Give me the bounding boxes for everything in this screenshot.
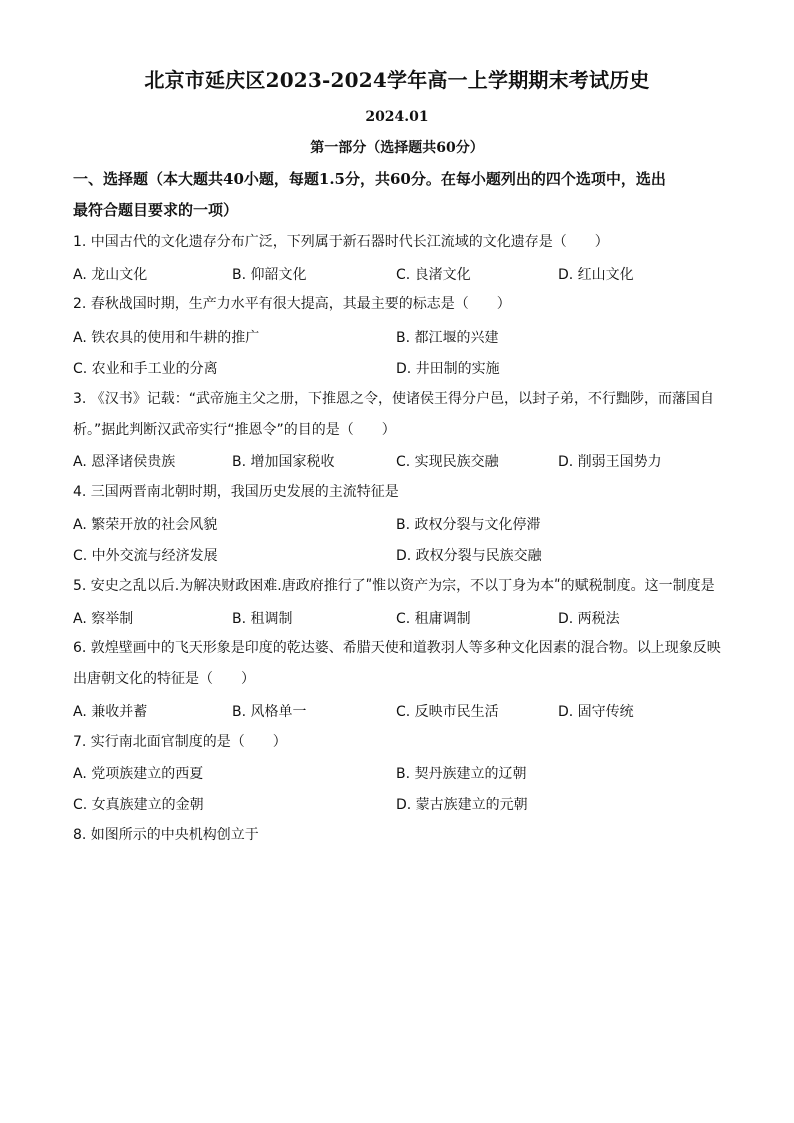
question-3-option-c: C. 实现民族交融 <box>396 454 499 470</box>
question-7-option-a: A. 党项族建立的西夏 <box>73 766 204 782</box>
question-1-stem: 1. 中国古代的文化遗存分布广泛，下列属于新石器时代长江流域的文化遗存是（ ） <box>73 234 609 250</box>
question-4-option-b: B. 政权分裂与文化停滞 <box>396 517 541 533</box>
question-7-stem: 7. 实行南北面官制度的是（ ） <box>73 734 287 750</box>
question-2-stem: 2. 春秋战国时期，生产力水平有很大提高，其最主要的标志是（ ） <box>73 296 511 312</box>
question-5-option-b: B. 租调制 <box>232 611 293 627</box>
question-4-stem: 4. 三国两晋南北朝时期，我国历史发展的主流特征是 <box>73 484 399 500</box>
question-1-option-b: B. 仰韶文化 <box>232 267 307 283</box>
exam-date: 2024.01 <box>365 109 429 125</box>
page-title: 北京市延庆区2023-2024学年高一上学期期末考试历史 <box>144 68 650 92</box>
question-1-option-a: A. 龙山文化 <box>73 267 148 283</box>
question-2-option-d: D. 井田制的实施 <box>396 361 500 377</box>
question-1-option-c: C. 良渚文化 <box>396 267 471 283</box>
question-2-option-a: A. 铁农具的使用和牛耕的推广 <box>73 330 260 346</box>
question-6-option-b: B. 风格单一 <box>232 704 307 720</box>
question-4-option-d: D. 政权分裂与民族交融 <box>396 548 542 564</box>
question-4-option-a: A. 繁荣开放的社会风貌 <box>73 517 218 533</box>
section-heading-line1: 一、选择题（本大题共40小题，每题1.5分，共60分。在每小题列出的四个选项中，选出 <box>73 170 666 188</box>
question-6-option-d: D. 固守传统 <box>558 704 634 720</box>
part-heading: 第一部分（选择题共60分） <box>310 140 484 156</box>
question-7-option-c: C. 女真族建立的金朝 <box>73 797 204 813</box>
question-3-option-a: A. 恩泽诸侯贵族 <box>73 454 176 470</box>
question-3-option-b: B. 增加国家税收 <box>232 454 335 470</box>
question-6-stem-line2: 出唐朝文化的特征是（ ） <box>73 671 255 687</box>
question-3-stem-line1: 3. 《汉书》记载：“武帝施主父之册，下推恩之令，使诸侯王得分户邑，以封子弟，不行黜陟，而藩国自 <box>73 391 715 407</box>
question-6-option-c: C. 反映市民生活 <box>396 704 499 720</box>
question-5-stem: 5. 安史之乱以后.为解决财政困难.唐政府推行了ʺ惟以资产为宗，不以丁身为本ʺ的赋税制度。这一制度是 <box>73 578 715 594</box>
question-3-option-d: D. 削弱王国势力 <box>558 454 662 470</box>
question-6-stem-line1: 6. 敦煌壁画中的飞天形象是印度的乾达婆、希腊天使和道教羽人等多种文化因素的混合物。以上现象反映 <box>73 640 721 656</box>
question-5-option-d: D. 两税法 <box>558 611 620 627</box>
question-6-option-a: A. 兼收并蓄 <box>73 704 148 720</box>
question-8-stem: 8. 如图所示的中央机构创立于 <box>73 827 259 843</box>
question-2-option-b: B. 都江堰的兴建 <box>396 330 499 346</box>
section-heading <box>73 164 723 226</box>
question-3-stem-line2: 析。”据此判断汉武帝实行“推恩令”的目的是（ ） <box>73 422 396 438</box>
section-heading-line2: 最符合题目要求的一项） <box>73 201 239 219</box>
question-5-option-c: C. 租庸调制 <box>396 611 471 627</box>
question-5-option-a: A. 察举制 <box>73 611 134 627</box>
question-7-option-d: D. 蒙古族建立的元朝 <box>396 797 528 813</box>
question-4-option-c: C. 中外交流与经济发展 <box>73 548 218 564</box>
question-2-option-c: C. 农业和手工业的分离 <box>73 361 218 377</box>
question-7-option-b: B. 契丹族建立的辽朝 <box>396 766 527 782</box>
question-1-option-d: D. 红山文化 <box>558 267 634 283</box>
